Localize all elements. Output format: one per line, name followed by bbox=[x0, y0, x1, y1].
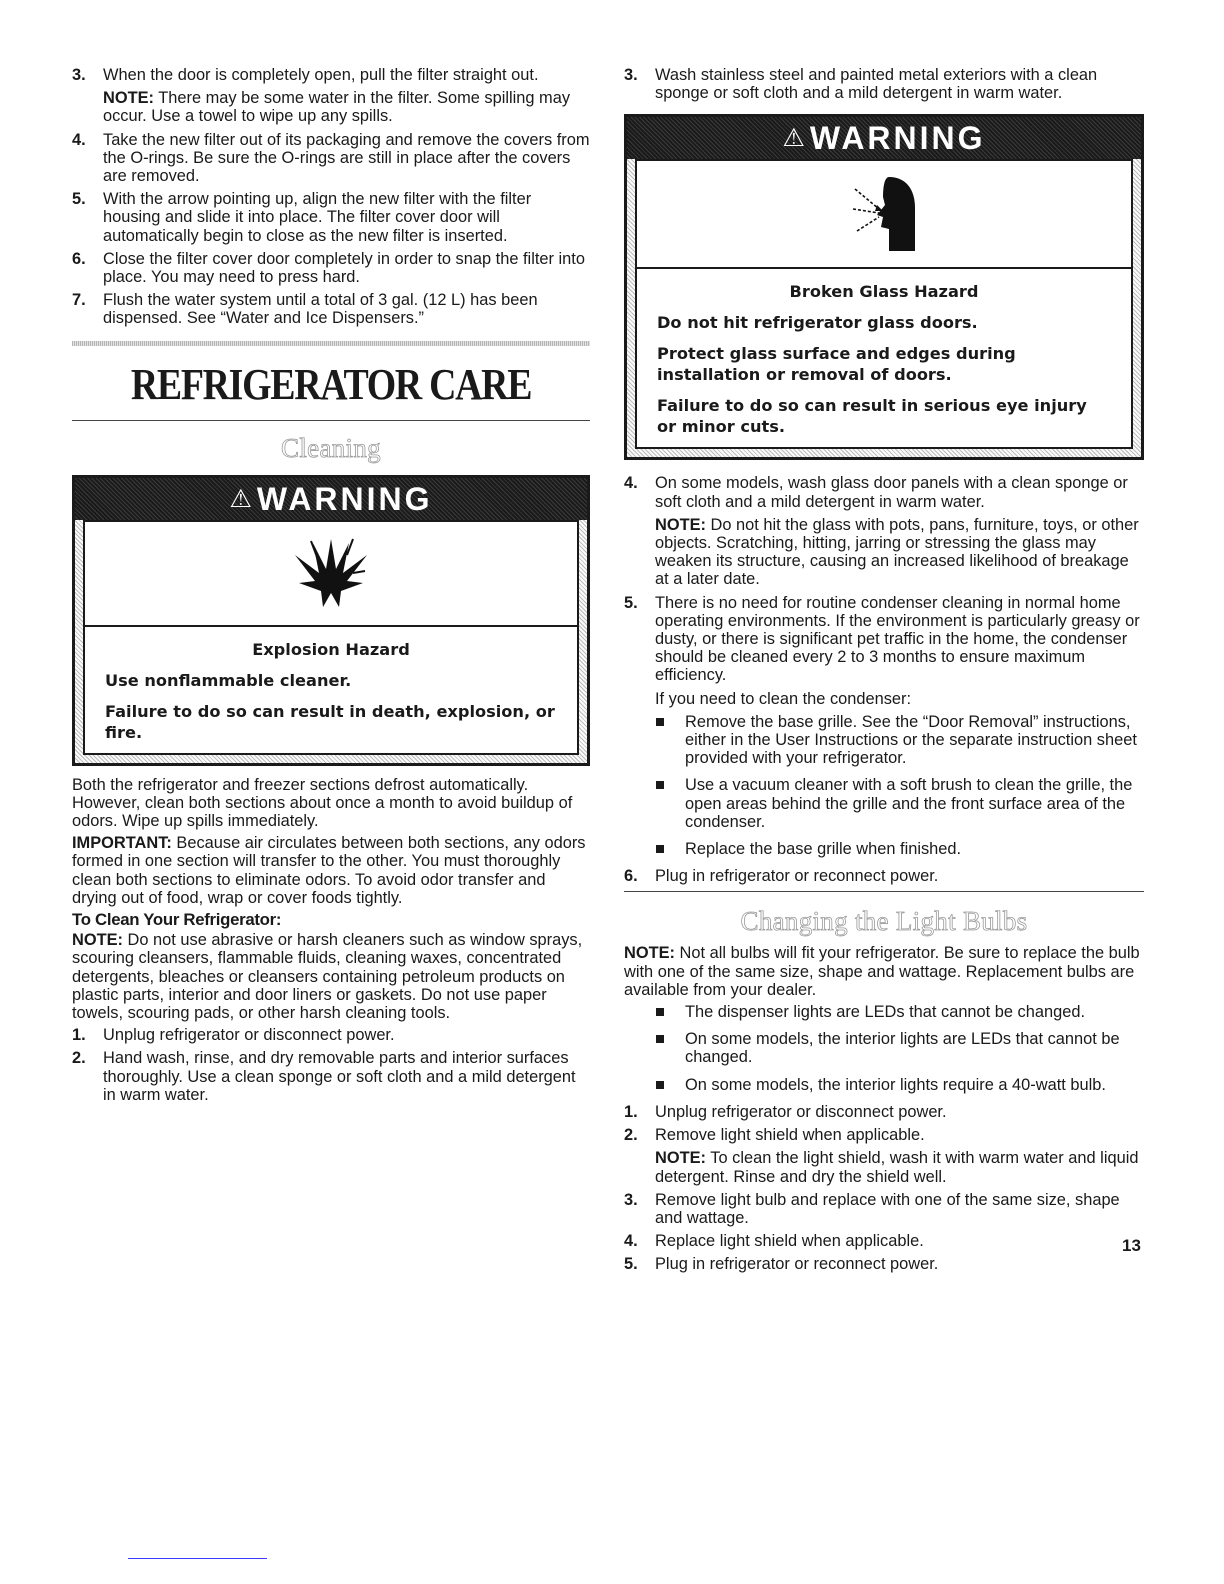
paragraph: Both the refrigerator and freezer sections defrost automatically. However, clean both sections about once a month to avoid buildup of odors. Wipe up spills immediately. bbox=[72, 775, 573, 831]
bullet-item: On some models, the interior lights are LEDs that cannot be changed. bbox=[624, 1030, 1144, 1066]
list-item: 3. Wash stainless steel and painted metal exteriors with a clean sponge or soft cloth and a mild detergent in warm water. bbox=[624, 66, 1098, 103]
eye-injury-icon bbox=[849, 169, 919, 259]
bullet-icon bbox=[656, 1081, 664, 1089]
footer-line bbox=[128, 1558, 267, 1559]
list-item: 5. There is no need for routine condenser cleaning in normal home operating environments. If the environment is particularly greasy or dusty, or there is significant pet traffic in the home, the condenser should be cleaned every 2 to 3 months to ensure maximum efficiency. If you need to clean the condenser: bbox=[624, 593, 1140, 708]
page-number: 13 bbox=[1122, 1236, 1141, 1255]
cleaning-heading: Cleaning bbox=[281, 432, 381, 463]
list-item: 4. Replace light shield when applicable. bbox=[624, 1232, 924, 1251]
paragraph: NOTE: Do not use abrasive or harsh cleaners such as window sprays, scouring cleansers, flammable fluids, cleaning waxes, concentrated detergents, bleaches or cleansers containing petroleum products on plastic parts, interior and door liners or gaskets. Do not use paper towels, scouring pads, or other harsh cleaning tools. bbox=[72, 931, 583, 1023]
bullet-icon bbox=[656, 845, 664, 853]
list-item: 2. Hand wash, rinse, and dry removable parts and interior surfaces thoroughly. Use a clean sponge or soft cloth and a mild detergent in warm water. bbox=[72, 1049, 576, 1104]
list-item: 1. Unplug refrigerator or disconnect power. bbox=[624, 1102, 947, 1121]
list-item: 3. When the door is completely open, pull the filter straight out. NOTE: There may be some water in the filter. Some spilling may occur. Use a towel to wipe up any spills. bbox=[72, 66, 571, 126]
explosion-icon bbox=[291, 533, 371, 613]
list-item: 5. Plug in refrigerator or reconnect power. bbox=[624, 1255, 939, 1274]
bullet-item: The dispenser lights are LEDs that cannot be changed. bbox=[624, 1003, 1144, 1021]
subheading: To Clean Your Refrigerator: bbox=[72, 910, 282, 930]
divider bbox=[624, 891, 1144, 892]
right-column bbox=[624, 66, 1144, 1279]
hazard-title: Broken Glass Hazard bbox=[789, 282, 979, 302]
warning-header: ⚠ WARNING bbox=[627, 117, 1141, 159]
list-item: 7. Flush the water system until a total of 3 gal. (12 L) has been dispensed. See “Water and Ice Dispensers.” bbox=[72, 291, 538, 328]
warning-header: ⚠ WARNING bbox=[75, 478, 587, 520]
page-title: REFRIGERATOR CARE bbox=[130, 359, 532, 409]
divider bbox=[72, 420, 590, 421]
list-item: 6. Plug in refrigerator or reconnect power. bbox=[624, 867, 939, 886]
paragraph: NOTE: Not all bulbs will fit your refrigerator. Be sure to replace the bulb with one of the same size, shape and wattage. Replacement bulbs are available from your dealer. bbox=[624, 944, 1140, 999]
section-divider bbox=[72, 341, 590, 346]
bullet-icon bbox=[656, 781, 664, 789]
list-item: 1. Unplug refrigerator or disconnect power. bbox=[72, 1026, 395, 1045]
bullet-icon bbox=[656, 1008, 664, 1016]
warning-triangle-icon: ⚠ bbox=[229, 484, 255, 513]
warning-text-panel: Broken Glass Hazard Do not hit refrigerator glass doors. Protect glass surface and edges during installation or removal of doors. Failure to do so can result in serious eye injury or minor cuts. bbox=[635, 269, 1133, 449]
bullet-item: Use a vacuum cleaner with a soft brush to clean the grille, the open areas behind the grille and the front surface area of the condenser. bbox=[624, 776, 1144, 831]
list-item: 2. Remove light shield when applicable. NOTE: To clean the light shield, wash it with warm water and liquid detergent. Rinse and dry the shield well. bbox=[624, 1126, 1139, 1186]
warning-icon-panel bbox=[83, 520, 579, 627]
list-item: 5. With the arrow pointing up, align the new filter with the filter housing and slide it into place. The filter cover door will automatically begin to close as the new filter is inserted. bbox=[72, 190, 532, 245]
list-item: 3. Remove light bulb and replace with one of the same size, shape and wattage. bbox=[624, 1190, 1120, 1227]
bullet-item: On some models, the interior lights require a 40-watt bulb. bbox=[624, 1076, 1144, 1094]
explosion-warning-box bbox=[72, 475, 590, 766]
warning-triangle-icon: ⚠ bbox=[782, 124, 808, 153]
warning-icon-panel bbox=[635, 159, 1133, 269]
paragraph: IMPORTANT: Because air circulates between both sections, any odors formed in one section will transfer to the other. You must thoroughly clean both sections to eliminate odors. To avoid odor transfer and drying out of food, wrap or cover foods tightly. bbox=[72, 834, 586, 907]
bullet-icon bbox=[656, 718, 664, 726]
glass-warning-box bbox=[624, 114, 1144, 460]
hazard-title: Explosion Hazard bbox=[252, 639, 410, 659]
list-item: 6. Close the filter cover door completely in order to snap the filter into place. You may need to press hard. bbox=[72, 249, 585, 287]
list-item: 4. On some models, wash glass door panels with a clean sponge or soft cloth and a mild detergent in warm water. NOTE: Do not hit the glass with pots, pans, furniture, toys, or other objects. Scratching, hitting, jarring or stressing the glass may weaken its structure, causing an increased likelihood of breakage at a later date. bbox=[624, 474, 1139, 589]
bullet-icon bbox=[656, 1035, 664, 1043]
bullet-item: Remove the base grille. See the “Door Removal” instructions, either in the User Instructions or the separate instruction sheet provided with your refrigerator. bbox=[624, 713, 1144, 768]
bulbs-heading: Changing the Light Bulbs bbox=[740, 906, 1028, 937]
bullet-item: Replace the base grille when finished. bbox=[624, 840, 1144, 858]
warning-text-panel: Explosion Hazard Use nonflammable cleaner. Failure to do so can result in death, explosion, or fire. bbox=[83, 627, 579, 755]
left-column bbox=[72, 66, 590, 1109]
list-item: 4. Take the new filter out of its packaging and remove the covers from the O-rings. Be sure the O-rings are still in place after the covers are removed. bbox=[72, 130, 590, 186]
